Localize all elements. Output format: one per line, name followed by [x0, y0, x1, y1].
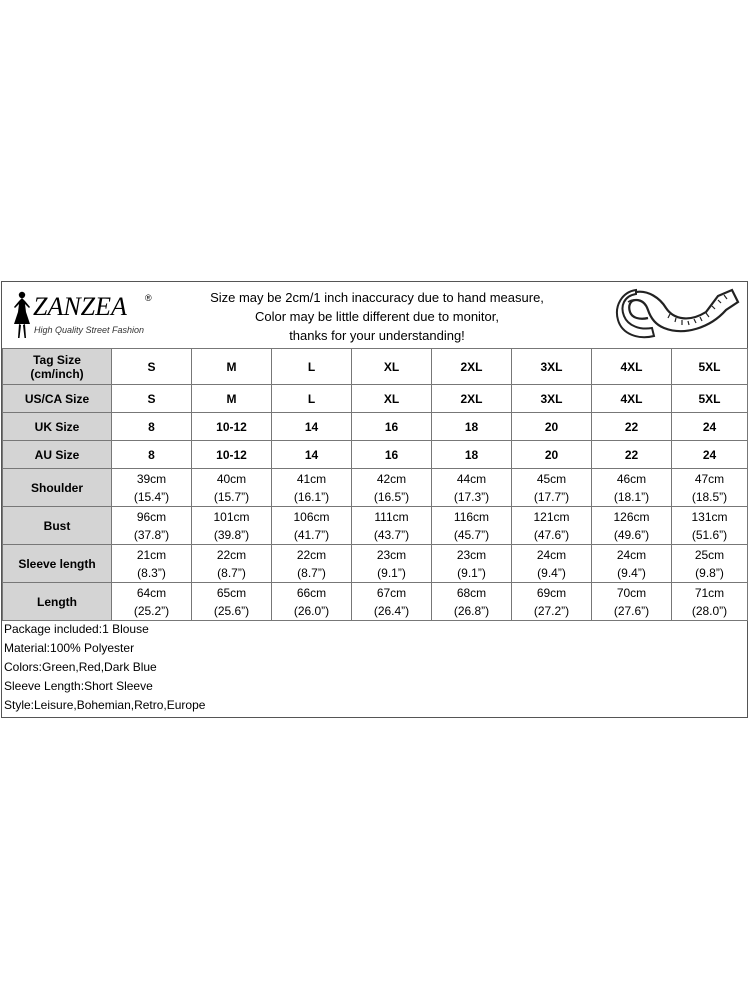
table-cell: 3XL	[512, 349, 592, 385]
table-cell: L	[272, 349, 352, 385]
row-label	[3, 349, 112, 385]
table-cell: 8	[112, 413, 192, 441]
size-table	[2, 348, 748, 621]
table-cell	[192, 469, 272, 507]
cell-cm: 116cm	[453, 509, 490, 524]
cell-inch: (26.8”)	[453, 603, 490, 618]
table-cell: 14	[272, 441, 352, 469]
table-cell	[352, 507, 432, 545]
table-cell: 5XL	[672, 385, 748, 413]
size-table-body	[3, 349, 748, 621]
cell-inch: (16.1”)	[293, 489, 330, 504]
cell-inch: (15.7”)	[213, 489, 250, 504]
cell-inch: (17.3”)	[453, 489, 490, 504]
cell-cm: 41cm	[296, 471, 327, 486]
table-cell: 16	[352, 441, 432, 469]
table-cell	[432, 583, 512, 621]
table-row	[3, 507, 748, 545]
size-chart	[1, 281, 748, 718]
row-label-line: Tag Size	[33, 352, 81, 367]
cell-inch: (49.6”)	[613, 527, 650, 542]
cell-inch: (17.7”)	[533, 489, 570, 504]
table-cell: 18	[432, 413, 512, 441]
cell-inch: (41.7”)	[293, 527, 330, 542]
table-cell	[272, 469, 352, 507]
table-cell	[272, 545, 352, 583]
cell-cm: 45cm	[536, 471, 567, 486]
table-cell: M	[192, 385, 272, 413]
table-cell	[512, 545, 592, 583]
cell-cm: 47cm	[694, 471, 725, 486]
cell-inch: (8.7”)	[217, 565, 246, 580]
table-cell: XL	[352, 385, 432, 413]
cell-cm: 39cm	[136, 471, 167, 486]
cell-inch: (51.6”)	[691, 527, 728, 542]
cell-cm: 21cm	[136, 547, 167, 562]
cell-cm: 71cm	[694, 585, 725, 600]
cell-inch: (47.6”)	[533, 527, 570, 542]
table-cell: S	[112, 349, 192, 385]
table-cell	[512, 507, 592, 545]
cell-inch: (26.0”)	[293, 603, 330, 618]
cell-cm: 24cm	[616, 547, 647, 562]
table-cell	[192, 545, 272, 583]
cell-inch: (15.4”)	[133, 489, 170, 504]
table-row	[3, 545, 748, 583]
cell-inch: (25.6”)	[213, 603, 250, 618]
cell-cm: 96cm	[136, 509, 167, 524]
table-cell	[112, 469, 192, 507]
product-info	[4, 620, 205, 715]
woman-silhouette-icon	[10, 290, 34, 342]
cell-inch: (27.6”)	[613, 603, 650, 618]
notice-line: thanks for your understanding!	[289, 328, 465, 343]
table-cell: 24	[672, 413, 748, 441]
cell-inch: (9.4”)	[617, 565, 646, 580]
cell-cm: 42cm	[376, 471, 407, 486]
row-label: AU Size	[3, 441, 112, 469]
table-row	[3, 441, 748, 469]
table-cell: 20	[512, 441, 592, 469]
table-cell: 14	[272, 413, 352, 441]
table-cell: 2XL	[432, 349, 512, 385]
table-row	[3, 469, 748, 507]
table-cell	[672, 507, 748, 545]
table-cell: 10-12	[192, 441, 272, 469]
table-row	[3, 385, 748, 413]
row-label: UK Size	[3, 413, 112, 441]
cell-cm: 121cm	[533, 509, 570, 524]
table-cell	[352, 545, 432, 583]
cell-inch: (18.1”)	[613, 489, 650, 504]
cell-cm: 67cm	[376, 585, 407, 600]
table-cell	[512, 469, 592, 507]
cell-cm: 68cm	[456, 585, 487, 600]
cell-cm: 126cm	[613, 509, 650, 524]
row-label: Sleeve length	[3, 545, 112, 583]
brand-name: ZANZEA	[33, 292, 127, 321]
table-cell	[112, 583, 192, 621]
row-label: Shoulder	[3, 469, 112, 507]
cell-cm: 23cm	[456, 547, 487, 562]
table-cell: 3XL	[512, 385, 592, 413]
cell-inch: (9.1”)	[457, 565, 486, 580]
cell-inch: (28.0”)	[691, 603, 728, 618]
table-cell: L	[272, 385, 352, 413]
table-cell	[672, 469, 748, 507]
table-cell	[432, 469, 512, 507]
table-cell	[672, 583, 748, 621]
cell-cm: 69cm	[536, 585, 567, 600]
cell-inch: (9.8”)	[695, 565, 724, 580]
table-cell: 24	[672, 441, 748, 469]
table-cell: M	[192, 349, 272, 385]
cell-cm: 65cm	[216, 585, 247, 600]
table-row	[3, 583, 748, 621]
brand-logo	[10, 290, 160, 342]
cell-cm: 24cm	[536, 547, 567, 562]
notice-line: Size may be 2cm/1 inch inaccuracy due to hand measure,	[210, 290, 544, 305]
table-cell: 5XL	[672, 349, 748, 385]
notice-line: Color may be little different due to monitor,	[255, 309, 499, 324]
cell-inch: (26.4”)	[373, 603, 410, 618]
table-row	[3, 349, 748, 385]
cell-cm: 111cm	[374, 509, 409, 524]
table-cell	[192, 583, 272, 621]
cell-cm: 46cm	[616, 471, 647, 486]
table-cell	[272, 507, 352, 545]
info-package: Package included:1 Blouse	[4, 622, 149, 636]
row-label-line: (cm/inch)	[30, 366, 84, 381]
cell-cm: 22cm	[296, 547, 327, 562]
table-cell: S	[112, 385, 192, 413]
cell-inch: (9.1”)	[377, 565, 406, 580]
cell-cm: 101cm	[213, 509, 250, 524]
table-cell	[592, 469, 672, 507]
table-cell	[672, 545, 748, 583]
table-cell	[592, 507, 672, 545]
table-cell	[112, 507, 192, 545]
info-colors: Colors:Green,Red,Dark Blue	[4, 660, 157, 674]
row-label: Bust	[3, 507, 112, 545]
size-chart-header	[2, 282, 747, 349]
cell-cm: 40cm	[216, 471, 247, 486]
info-sleeve: Sleeve Length:Short Sleeve	[4, 679, 153, 693]
table-cell	[272, 583, 352, 621]
table-row	[3, 413, 748, 441]
cell-inch: (16.5”)	[373, 489, 410, 504]
table-cell: 10-12	[192, 413, 272, 441]
brand-tagline: High Quality Street Fashion	[34, 325, 145, 335]
cell-inch: (9.4”)	[537, 565, 566, 580]
table-cell: 20	[512, 413, 592, 441]
table-cell: 22	[592, 441, 672, 469]
cell-cm: 70cm	[616, 585, 647, 600]
cell-inch: (37.8”)	[133, 527, 170, 542]
cell-inch: (25.2”)	[133, 603, 170, 618]
cell-inch: (18.5”)	[691, 489, 728, 504]
table-cell: 8	[112, 441, 192, 469]
table-cell	[192, 507, 272, 545]
registered-mark: ®	[145, 293, 152, 303]
cell-cm: 106cm	[293, 509, 330, 524]
cell-cm: 22cm	[216, 547, 247, 562]
row-label: US/CA Size	[3, 385, 112, 413]
table-cell: 22	[592, 413, 672, 441]
table-cell: 2XL	[432, 385, 512, 413]
cell-cm: 66cm	[296, 585, 327, 600]
table-cell	[352, 469, 432, 507]
table-cell	[432, 507, 512, 545]
info-material: Material:100% Polyester	[4, 641, 135, 655]
table-cell	[432, 545, 512, 583]
cell-inch: (45.7”)	[453, 527, 490, 542]
table-cell: 4XL	[592, 349, 672, 385]
cell-cm: 131cm	[691, 509, 728, 524]
info-style: Style:Leisure,Bohemian,Retro,Europe	[4, 698, 206, 712]
table-cell: 4XL	[592, 385, 672, 413]
table-cell	[112, 545, 192, 583]
table-cell	[592, 583, 672, 621]
cell-inch: (27.2”)	[533, 603, 570, 618]
table-cell	[352, 583, 432, 621]
table-cell	[512, 583, 592, 621]
table-cell: 18	[432, 441, 512, 469]
cell-cm: 25cm	[694, 547, 725, 562]
measuring-tape-icon	[614, 282, 744, 348]
table-cell: 16	[352, 413, 432, 441]
cell-inch: (8.7”)	[297, 565, 326, 580]
cell-cm: 64cm	[136, 585, 167, 600]
cell-inch: (43.7”)	[373, 527, 410, 542]
measurement-notice	[162, 288, 592, 345]
cell-cm: 23cm	[376, 547, 407, 562]
row-label: Length	[3, 583, 112, 621]
cell-inch: (8.3”)	[137, 565, 166, 580]
cell-inch: (39.8”)	[213, 527, 250, 542]
table-cell: XL	[352, 349, 432, 385]
table-cell	[592, 545, 672, 583]
cell-cm: 44cm	[456, 471, 487, 486]
